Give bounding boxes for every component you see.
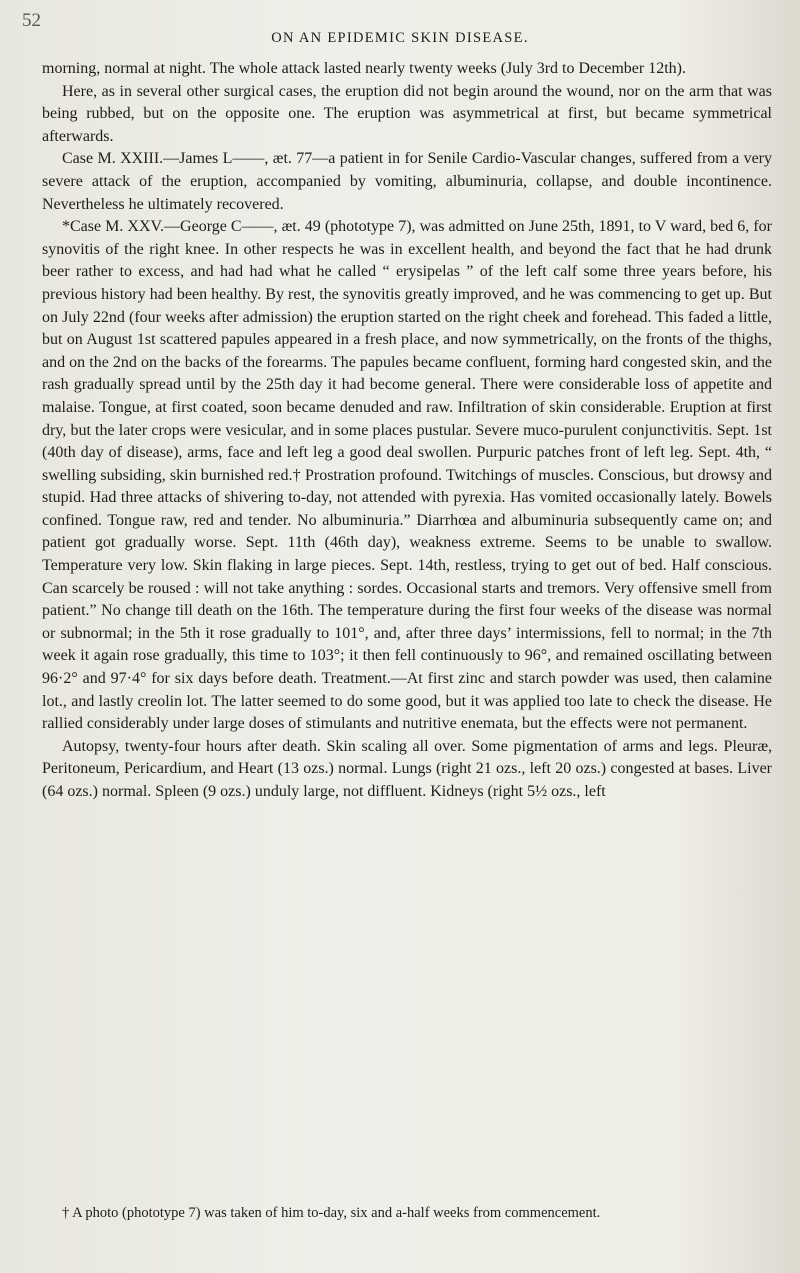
paragraph-autopsy: Autopsy, twenty-four hours after death. Skin scaling all over. Some pigmentation of arms and legs. Pleuræ, Peritoneum, Pericardium, and Heart (13 ozs.) normal. Lungs (right 21 ozs., left 20 ozs.) congested at bases. Liver (64 ozs.) normal. Spleen (9 ozs.) unduly large, not diffluent. Kidneys (right 5½ ozs., left [42,737,772,800]
page-number: 52 [22,10,41,31]
body-text [42,58,772,804]
running-head: ON AN EPIDEMIC SKIN DISEASE. [271,30,529,46]
paragraph-case-xxv: *Case M. XXV.—George C——, æt. 49 (phototype 7), was admitted on June 25th, 1891, to V ward, bed 6, for synovitis of the right knee. In other respects he was in excellent health, and beyond the fact that he had drunk beer rather to excess, and had had what he called “ erysipelas ” of the left calf some three years before, his previous history had been healthy. By rest, the synovitis greatly improved, and he was commencing to get up. But on July 22nd (four weeks after admission) the eruption started on the right cheek and forehead. This faded a little, but on August 1st scattered papules appeared in a fresh place, and now symmetrically, on the fronts of the thighs, and on the 2nd on the backs of the forearms. The papules became confluent, forming hard congested skin, and the rash gradually spread until by the 25th day it had become general. There were considerable loss of appetite and malaise. Tongue, at first coated, soon became denuded and raw. Infiltration of skin considerable. Eruption at first dry, but the later crops were vesicular, and in some places pustular. Severe muco-purulent conjunctivitis. Sept. 1st (40th day of disease), arms, face and left leg a good deal swollen. Purpuric patches front of left leg. Sept. 4th, “ swelling subsiding, skin burnished red.† Prostration profound. Twitchings of muscles. Conscious, but drowsy and stupid. Had three attacks of shivering to-day, not attended with pyrexia. Has vomited occasionally lately. Bowels confined. Tongue raw, red and tender. No albuminuria.” Diarrhœa and albuminuria subsequently came on; and patient got gradually worse. Sept. 11th (46th day), weakness extreme. Seems to be unable to swallow. Temperature very low. Skin flaking in large pieces. Sept. 14th, restless, trying to get out of bed. Half conscious. Can scarcely be roused : will not take anything : sordes. Occasional starts and tremors. Very offensive smell from patient.” No change till death on the 16th. The temperature during the first four weeks of the disease was normal or subnormal; in the 5th it rose gradually to 101°, and, after three days’ intermissions, fell to normal; in the 7th week it again rose gradually, this time to 103°; it then fell continuously to 96°, and remained oscillating between 96·2° and 97·4° for six days before death. Treatment.—At first zinc and starch powder was used, then calamine lot., and lastly creolin lot. The latter seemed to do some good, but it was applied too late to check the disease. He rallied considerably under large doses of stimulants and nutritive enemata, but the effects were not permanent. [42,218,772,733]
paragraph-case-xxiii: Case M. XXIII.—James L——, æt. 77—a patient in for Senile Cardio-Vascular changes, suffered from a very severe attack of the eruption, accompanied by vomiting, albuminuria, collapse, and double incontinence. Nevertheless he ultimately recovered. [42,150,772,213]
footnote: † A photo (phototype 7) was taken of him to-day, six and a-half weeks from commencement. [62,1205,601,1221]
paragraph-continuation: morning, normal at night. The whole attack lasted nearly twenty weeks (July 3rd to December 12th). [42,60,686,77]
paragraph-eruption-note: Here, as in several other surgical cases, the eruption did not begin around the wound, nor on the arm that was being rubbed, but on the opposite one. The eruption was asymmetrical at first, but became symmetrical afterwards. [42,82,772,145]
